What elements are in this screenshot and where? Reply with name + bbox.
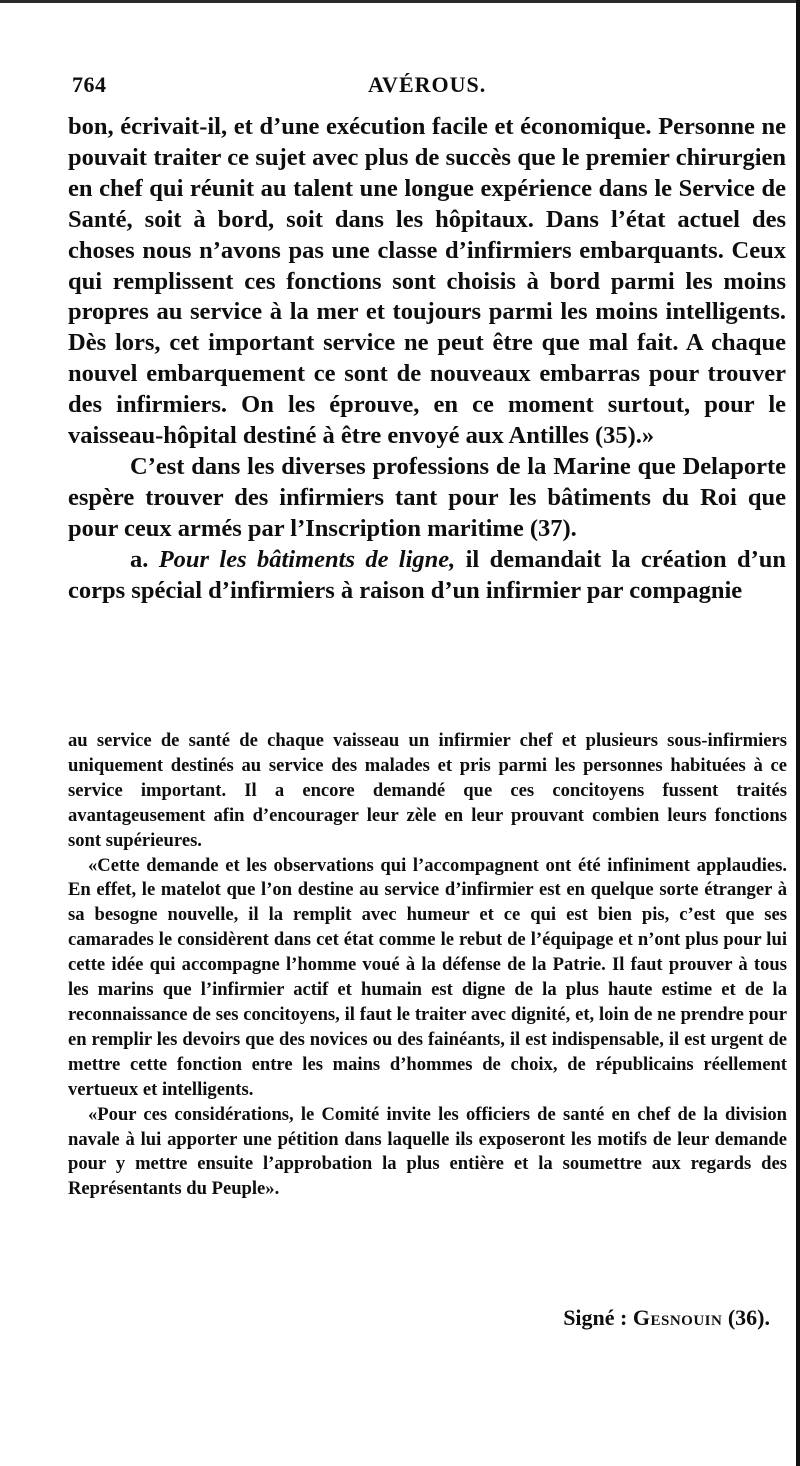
page-number: 764 — [72, 72, 107, 97]
paragraph-delaporte: C’est dans les diverses professions de la Marine que Delaporte espère trouver des infirmiers tant pour les bâtiments du Roi que pour ceux armés par l’Inscription maritime (37). — [68, 452, 786, 542]
running-head — [68, 64, 788, 104]
paragraph-continued: bon, écrivait-il, et d’une exécution facile et économique. Personne ne pouvait traiter ce sujet avec plus de succès que le premier chirurgien en chef qui réunit au talent une longue expérience dans le Service de Santé, soit à bord, soit dans les hôpitaux. Dans l’état actuel des choses nous n’avons pas une classe d’infirmiers embarquants. Ceux qui remplissent ces fonctions sont choisis à bord parmi les moins propres au service à la mer et toujours parmi les moins intelligents. Dès lors, cet important service ne peut être que mal fait. A chaque nouvel embarquement ce sont de nouveaux embarras pour trouver des infirmiers. On les éprouve, en ce moment surtout, pour le vaisseau-hôpital destiné à être envoyé aux Antilles (35).» — [68, 113, 786, 450]
footnote-quote-1: «Cette demande et les observations qui l’accompagnent ont été infiniment applaudies. En effet, le matelot que l’on destine au service d’infirmier est en quelque sorte étranger à sa besogne nouvelle, il la remplit avec humeur et ce qui est bien pis, c’est que ses camarades le considèrent dans cet état comme le rebut de l’équipage et n’ont plus pour lui cette idée qui accompagne l’homme voué à la défense de la Patrie. Il faut prouver à tous les marins que l’infirmier actif et humain est digne de la plus haute estime et de la reconnaissance de ses concitoyens, il faut le traiter avec dignité, et, loin de ne prendre pour en remplir les devoirs que des novices ou des fainéants, il est indispensable, il est urgent de mettre cette fonction entre les mains d’hommes de choix, de républicains réellement vertueux et intelligents. — [68, 854, 787, 1100]
list-marker: a. — [130, 545, 159, 573]
running-title: AVÉROUS. — [368, 72, 487, 97]
footnotes — [68, 729, 787, 1202]
footnote-continued: au service de santé de chaque vaisseau un infirmier chef et plusieurs sous-infirmiers uniquement destinés au service des malades et pris parmi les personnes habituées à ce service important. Il a encore demandé que ces concitoyens fussent traités avantageusement afin d’encourager leur zèle en leur prouvant combien leurs fonctions sont supérieures. — [68, 730, 787, 851]
main-text — [68, 112, 786, 607]
signature-label: Signé : — [563, 1305, 633, 1330]
signature-name: Gesnouin — [632, 1305, 723, 1330]
signature-ref: (36). — [722, 1305, 770, 1330]
scan-edge-top — [0, 0, 800, 3]
paragraph-rest: il demandait la création d’un corps spécial d’infirmiers à raison d’un infirmier par compagnie — [68, 545, 787, 604]
paragraph-batiments-de-ligne — [68, 545, 786, 607]
scan-edge-right — [796, 0, 800, 1466]
footnote-quote-2: «Pour ces considérations, le Comité invite les officiers de santé en chef de la division navale à lui apporter une pétition dans laquelle ils exposeront les motifs de leur demande pour y mettre ensuite l’approbation la plus entière et la soumettre aux regards des Représentants du Peuple». — [68, 1103, 787, 1200]
signature — [563, 1305, 770, 1331]
italic-heading: Pour les bâtiments de ligne, — [158, 545, 456, 573]
